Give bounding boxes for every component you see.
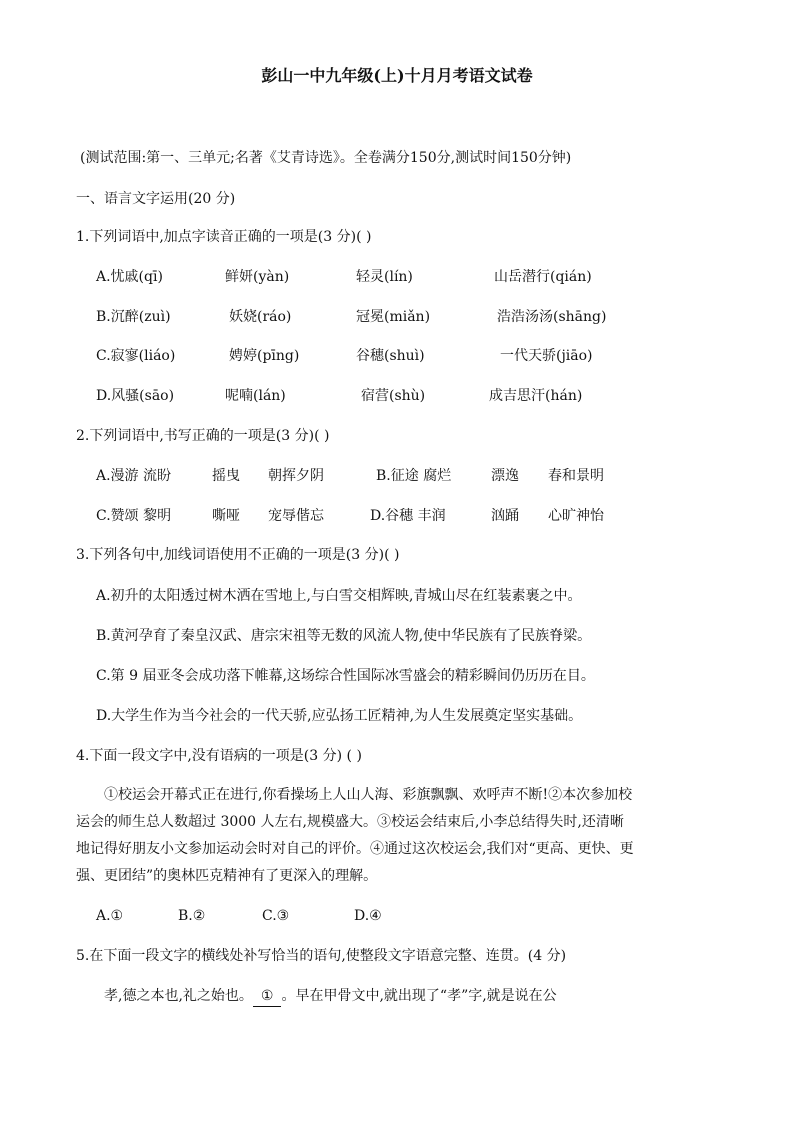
q1-option-a-1: A.忧戚(qī) [96,269,163,285]
q2-option-c-1: C.赞颂 黎明 [96,508,172,524]
exam-scope: (测试范围:第一、三单元;名著《艾青诗选》。全卷满分150分,测试时间150分钟) [80,150,572,166]
q4-option-a: A.① [96,908,124,924]
q4-passage-line-4: 强、更团结”的奥林匹克精神有了更深入的理解。 [76,868,378,884]
q1-option-a-3: 轻灵(lín) [356,269,413,285]
q2-option-c-2: 嘶哑 [212,508,240,524]
q2-option-b-2: 漂逸 [491,468,519,484]
q4-passage-line-1: ①校运会开幕式正在进行,你看操场上人山人海、彩旗飘飘、欢呼声不断!②本次参加校 [104,787,633,803]
exam-title: 彭山一中九年级(上)十月月考语文试卷 [261,66,533,85]
q5-text-before: 孝,德之本也,礼之始也。 [104,988,253,1004]
question-4-stem: 4.下面一段文字中,没有语病的一项是(3 分) ( ) [76,748,362,764]
q1-option-c-4: 一代天骄(jiāo) [500,348,593,364]
q1-option-a-2: 鲜妍(yàn) [225,269,290,285]
q1-option-b-1: B.沉醉(zuì) [96,309,171,325]
q4-passage-line-3: 地记得好朋友小文参加运动会时对自己的评价。④通过这次校运会,我们对“更高、更快、更 [76,841,634,857]
question-2-stem: 2.下列词语中,书写正确的一项是(3 分)( ) [76,428,330,444]
q2-option-a-3: 朝挥夕阴 [268,468,324,484]
q2-option-d-2: 汹踊 [491,508,519,524]
q1-option-c-3: 谷穗(shuì) [356,348,425,364]
q1-option-c-2: 娉婷(pīng) [229,348,300,364]
q5-text-after: 。早在甲骨文中,就出现了“孝”字,就是说在公 [281,988,557,1004]
q3-option-a: A.初升的太阳透过树木洒在雪地上,与白雪交相辉映,青城山尽在红装素裹之中。 [96,588,582,604]
section-heading: 一、语言文字运用(20 分) [76,191,236,207]
q2-option-d-1: D.谷穗 丰润 [370,508,446,524]
q1-option-b-4: 浩浩汤汤(shāng) [497,309,607,325]
q3-option-d: D.大学生作为当今社会的一代天骄,应弘扬工匠精神,为人生发展奠定坚实基础。 [96,708,583,724]
question-3-stem: 3.下列各句中,加线词语使用不正确的一项是(3 分)( ) [76,547,400,563]
q2-option-c-3: 宠辱偕忘 [268,508,324,524]
q4-option-d: D.④ [354,908,382,924]
q1-option-c-1: C.寂寥(liáo) [96,348,176,364]
q1-option-d-1: D.风骚(sāo) [96,388,175,404]
q2-option-a-1: A.漫游 流盼 [96,468,172,484]
q3-option-b: B.黄河孕育了秦皇汉武、唐宗宋祖等无数的风流人物,使中华民族有了民族脊梁。 [96,628,592,644]
q2-option-b-1: B.征途 腐烂 [376,468,452,484]
q1-option-b-3: 冠冕(miǎn) [356,309,431,325]
q2-option-d-3: 心旷神怡 [548,508,604,524]
q1-option-b-2: 妖娆(ráo) [229,309,292,325]
q4-option-b: B.② [178,908,206,924]
q2-option-b-3: 春和景明 [548,468,604,484]
q1-option-d-3: 宿营(shù) [361,388,426,404]
q3-option-c: C.第 9 届亚冬会成功落下帷幕,这场综合性国际冰雪盛会的精彩瞬间仍历历在目。 [96,668,595,684]
question-5-stem: 5.在下面一段文字的横线处补写恰当的语句,使整段文字语意完整、连贯。(4 分) [76,948,567,964]
q2-option-a-2: 摇曳 [212,468,240,484]
q1-option-d-2: 呢喃(lán) [225,388,286,404]
q5-passage [104,986,557,1007]
q4-passage-line-2: 运会的师生总人数超过 3000 人左右,规模盛大。③校运会结束后,小李总结得失时,还清晰 [76,814,624,830]
question-1-stem: 1.下列词语中,加点字读音正确的一项是(3 分)( ) [76,229,372,245]
q4-option-c: C.③ [262,908,290,924]
q5-blank-1[interactable]: ① [253,986,282,1007]
q1-option-d-4: 成吉思汗(hán) [489,388,583,404]
q1-option-a-4: 山岳潜行(qián) [494,269,592,285]
